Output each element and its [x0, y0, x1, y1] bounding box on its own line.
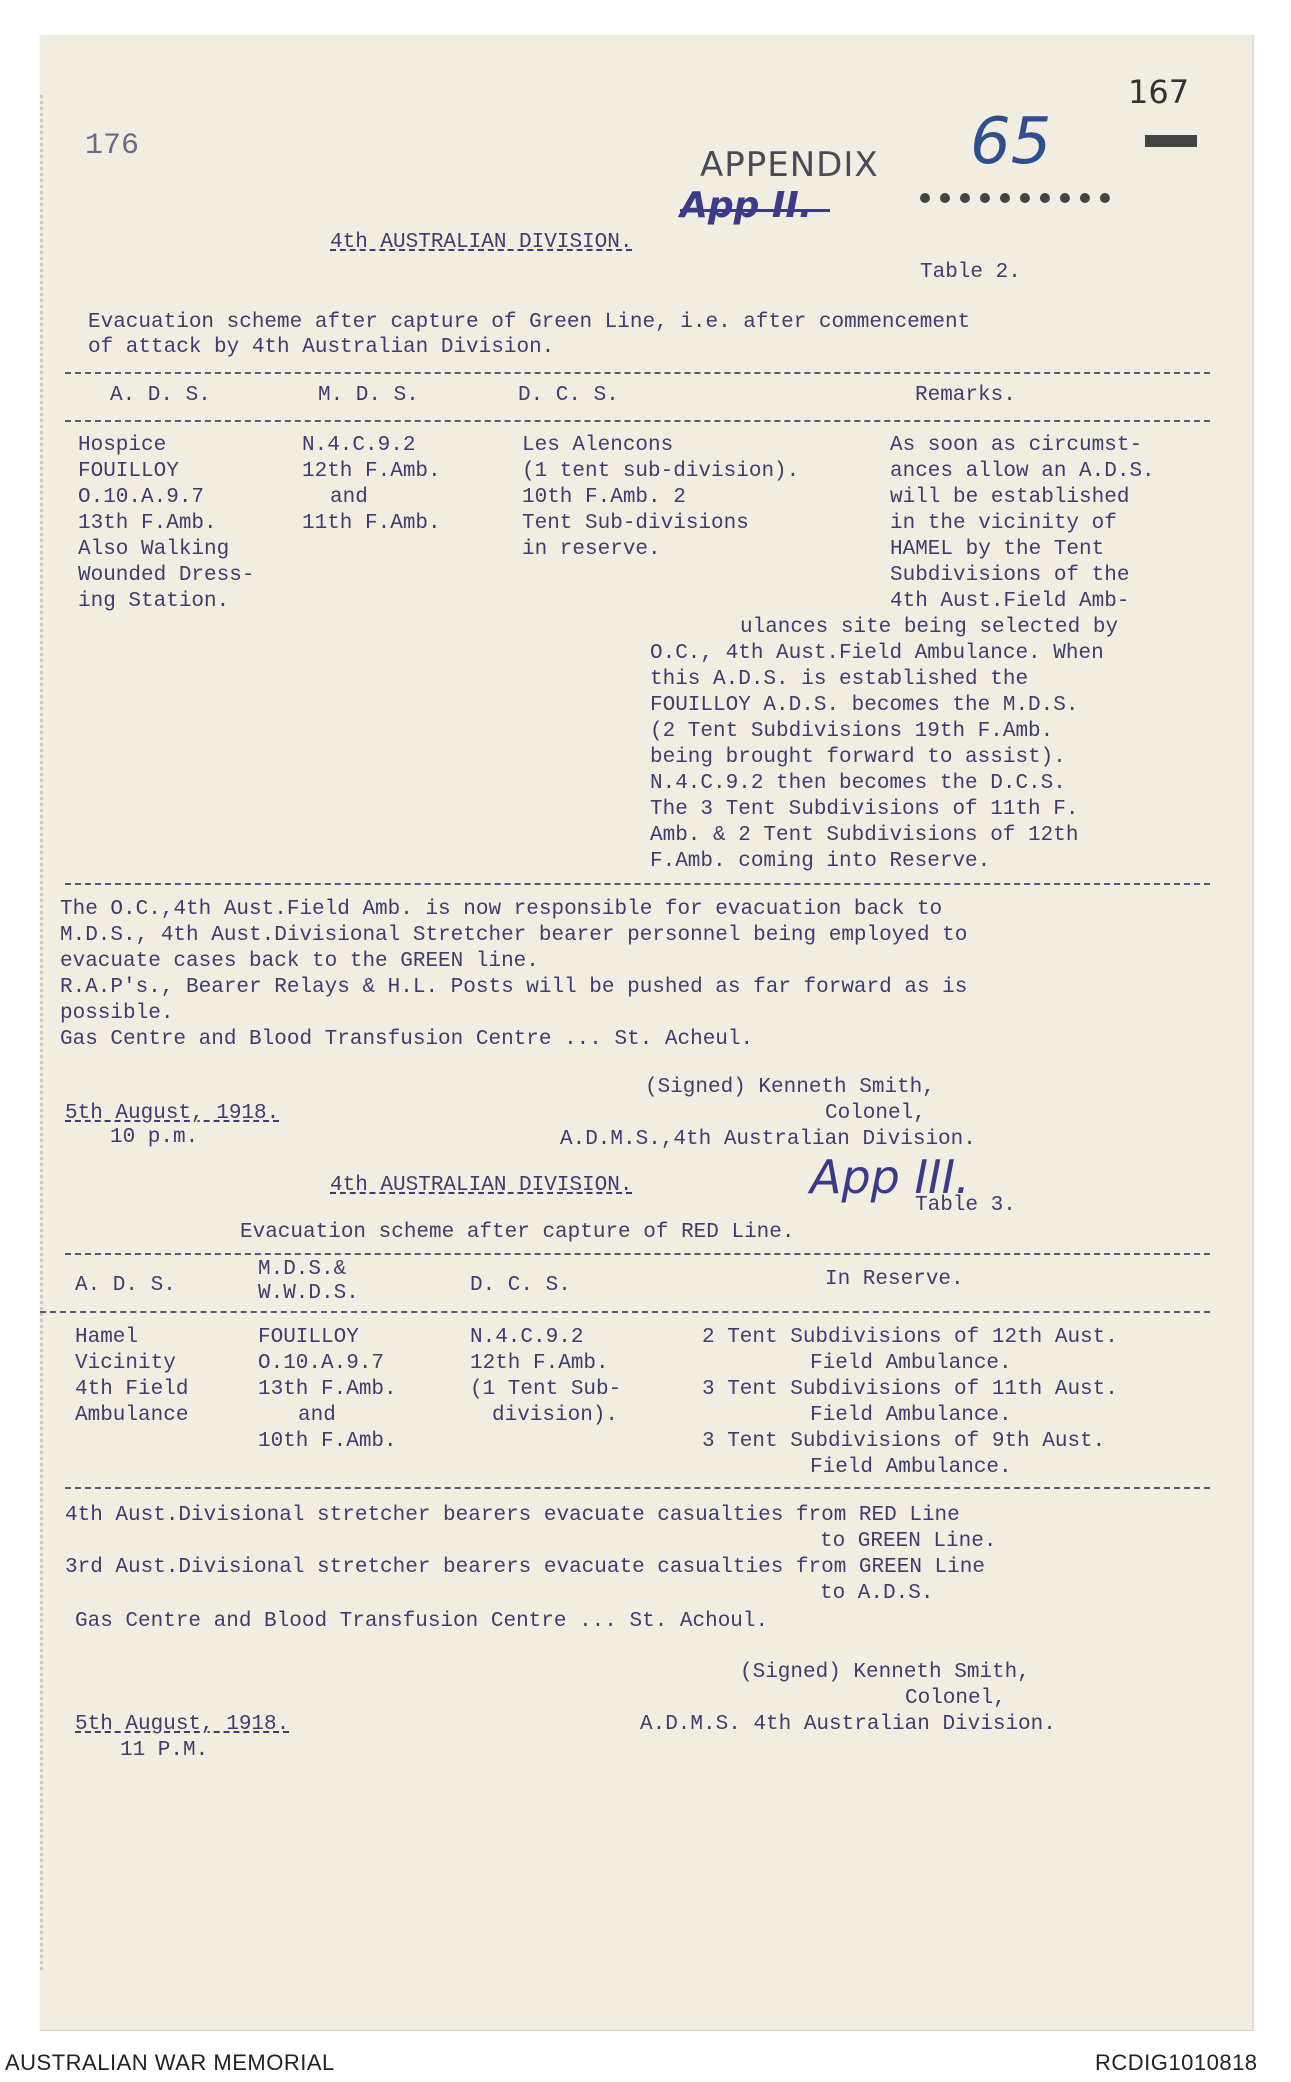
signature-line-2: (Signed) Kenneth Smith, [740, 1661, 1030, 1684]
signature-rank: Colonel, [825, 1102, 926, 1125]
appendix-number: 65 [970, 105, 1052, 179]
ads-line: Also Walking [78, 538, 230, 561]
col-wwds-2: W.W.D.S. [258, 1282, 359, 1305]
intro-line-2: of attack by 4th Australian Division. [88, 336, 555, 359]
division-title: 4th AUSTRALIAN DIVISION. [330, 231, 633, 254]
remarks-line: O.C., 4th Aust.Field Ambulance. When [650, 642, 1104, 665]
time-line-2: 11 P.M. [120, 1739, 209, 1762]
ads-line: 4th Field [75, 1378, 189, 1401]
remarks-line: 4th Aust.Field Amb- [890, 590, 1130, 613]
signature-title-2: A.D.M.S. 4th Australian Division. [640, 1713, 1056, 1736]
note-line: The O.C.,4th Aust.Field Amb. is now responsible for evacuation back to [60, 898, 943, 921]
note-line: 3rd Aust.Divisional stretcher bearers evacuate casualties from GREEN Line [65, 1556, 985, 1579]
remarks-line: N.4.C.9.2 then becomes the D.C.S. [650, 772, 1066, 795]
mds-line: O.10.A.9.7 [258, 1352, 385, 1375]
col-remarks: Remarks. [915, 384, 1016, 407]
ads-line: Wounded Dress- [78, 564, 255, 587]
remarks-line: in the vicinity of [890, 512, 1117, 535]
app-ii-handwritten: App II. [680, 185, 813, 226]
ads-line: Hospice [78, 434, 167, 457]
date-line-2: 5th August, 1918. [75, 1713, 290, 1736]
ads-line: Vicinity [75, 1352, 176, 1375]
reserve-line: Field Ambulance. [810, 1404, 1012, 1427]
mds-line: FOUILLOY [258, 1326, 359, 1349]
col-reserve: In Reserve. [825, 1268, 964, 1291]
signature-rank-2: Colonel, [905, 1687, 1006, 1710]
col-dcs-2: D. C. S. [470, 1274, 571, 1297]
signature-title: A.D.M.S.,4th Australian Division. [560, 1128, 976, 1151]
dcs-line: division). [492, 1404, 619, 1427]
note-line: evacuate cases back to the GREEN line. [60, 950, 539, 973]
document-page [40, 35, 1254, 2031]
reserve-line: 3 Tent Subdivisions of 11th Aust. [702, 1378, 1118, 1401]
dcs-line: Les Alencons [522, 434, 674, 457]
mds-line: 13th F.Amb. [258, 1378, 397, 1401]
date-line: 5th August, 1918. [65, 1102, 280, 1125]
dcs-line: (1 Tent Sub- [470, 1378, 622, 1401]
redacted-mark [920, 193, 1110, 203]
note-line: M.D.S., 4th Aust.Divisional Stretcher bearer personnel being employed to [60, 924, 968, 947]
col-mds-2: M.D.S.& [258, 1258, 347, 1281]
col-dcs: D. C. S. [518, 384, 619, 407]
mds-line: 11th F.Amb. [302, 512, 441, 535]
remarks-line: The 3 Tent Subdivisions of 11th F. [650, 798, 1079, 821]
remarks-line: being brought forward to assist). [650, 746, 1066, 769]
table-label-2: Table 3. [915, 1194, 1016, 1217]
reserve-line: 2 Tent Subdivisions of 12th Aust. [702, 1326, 1118, 1349]
mds-line: and [298, 1404, 336, 1427]
dcs-line: N.4.C.9.2 [470, 1326, 584, 1349]
reserve-line: Field Ambulance. [810, 1456, 1012, 1479]
app-ii-strike [680, 209, 830, 212]
remarks-line: (2 Tent Subdivisions 19th F.Amb. [650, 720, 1054, 743]
rule [40, 1311, 1210, 1313]
folio-number: 167 [1128, 73, 1190, 111]
ads-line: FOUILLOY [78, 460, 179, 483]
remarks-line: HAMEL by the Tent [890, 538, 1105, 561]
rule [65, 1487, 1210, 1489]
intro-2: Evacuation scheme after capture of RED Line. [240, 1221, 795, 1244]
rule [65, 883, 1210, 885]
dcs-line: in reserve. [522, 538, 661, 561]
mds-line: and [330, 486, 368, 509]
rule [65, 420, 1210, 422]
remarks-line: As soon as circumst- [890, 434, 1143, 457]
perforated-edge [40, 95, 51, 1970]
footer-source: AUSTRALIAN WAR MEMORIAL [5, 2050, 335, 2075]
table-label: Table 2. [920, 261, 1021, 284]
reserve-line: 3 Tent Subdivisions of 9th Aust. [702, 1430, 1106, 1453]
ads-line: Ambulance [75, 1404, 189, 1427]
remarks-line: ances allow an A.D.S. [890, 460, 1155, 483]
mds-line: 12th F.Amb. [302, 460, 441, 483]
remarks-line: Amb. & 2 Tent Subdivisions of 12th [650, 824, 1079, 847]
note-line: possible. [60, 1002, 174, 1025]
division-title-2: 4th AUSTRALIAN DIVISION. [330, 1174, 633, 1197]
dcs-line: 10th F.Amb. 2 [522, 486, 686, 509]
remarks-line: FOUILLOY A.D.S. becomes the M.D.S. [650, 694, 1079, 717]
appendix-stamp: APPENDIX [700, 145, 879, 185]
rule [65, 372, 1210, 374]
redacted-mark [1145, 135, 1197, 147]
mds-line: 10th F.Amb. [258, 1430, 397, 1453]
dcs-line: Tent Sub-divisions [522, 512, 749, 535]
signature-line: (Signed) Kenneth Smith, [645, 1076, 935, 1099]
dcs-line: 12th F.Amb. [470, 1352, 609, 1375]
intro-line-1: Evacuation scheme after capture of Green Line, i.e. after commencement [88, 311, 971, 334]
note-line: 4th Aust.Divisional stretcher bearers evacuate casualties from RED Line [65, 1504, 960, 1527]
dcs-line: (1 tent sub-division). [522, 460, 800, 483]
ads-line: Hamel [75, 1326, 139, 1349]
remarks-line: this A.D.S. is established the [650, 668, 1029, 691]
footer-id: RCDIG1010818 [1095, 2050, 1258, 2075]
remarks-line: ulances site being selected by [740, 616, 1119, 639]
note-line: R.A.P's., Bearer Relays & H.L. Posts will be pushed as far forward as is [60, 976, 968, 999]
app-iii-handwritten: App III. [810, 1150, 970, 1204]
note-line: Gas Centre and Blood Transfusion Centre ... St. Acheul. [60, 1028, 754, 1051]
note-line: Gas Centre and Blood Transfusion Centre ... St. Achoul. [75, 1610, 769, 1633]
reserve-line: Field Ambulance. [810, 1352, 1012, 1375]
remarks-line: F.Amb. coming into Reserve. [650, 850, 991, 873]
page-number: 176 [85, 129, 140, 163]
col-mds: M. D. S. [318, 384, 419, 407]
mds-line: N.4.C.9.2 [302, 434, 416, 457]
remarks-line: will be established [890, 486, 1130, 509]
note-line: to A.D.S. [820, 1582, 934, 1605]
rule [65, 1253, 1210, 1255]
ads-line: O.10.A.9.7 [78, 486, 205, 509]
time-line: 10 p.m. [110, 1126, 199, 1149]
col-ads: A. D. S. [110, 384, 211, 407]
ads-line: 13th F.Amb. [78, 512, 217, 535]
ads-line: ing Station. [78, 590, 230, 613]
note-line: to GREEN Line. [820, 1530, 997, 1553]
remarks-line: Subdivisions of the [890, 564, 1130, 587]
col-ads-2: A. D. S. [75, 1274, 176, 1297]
